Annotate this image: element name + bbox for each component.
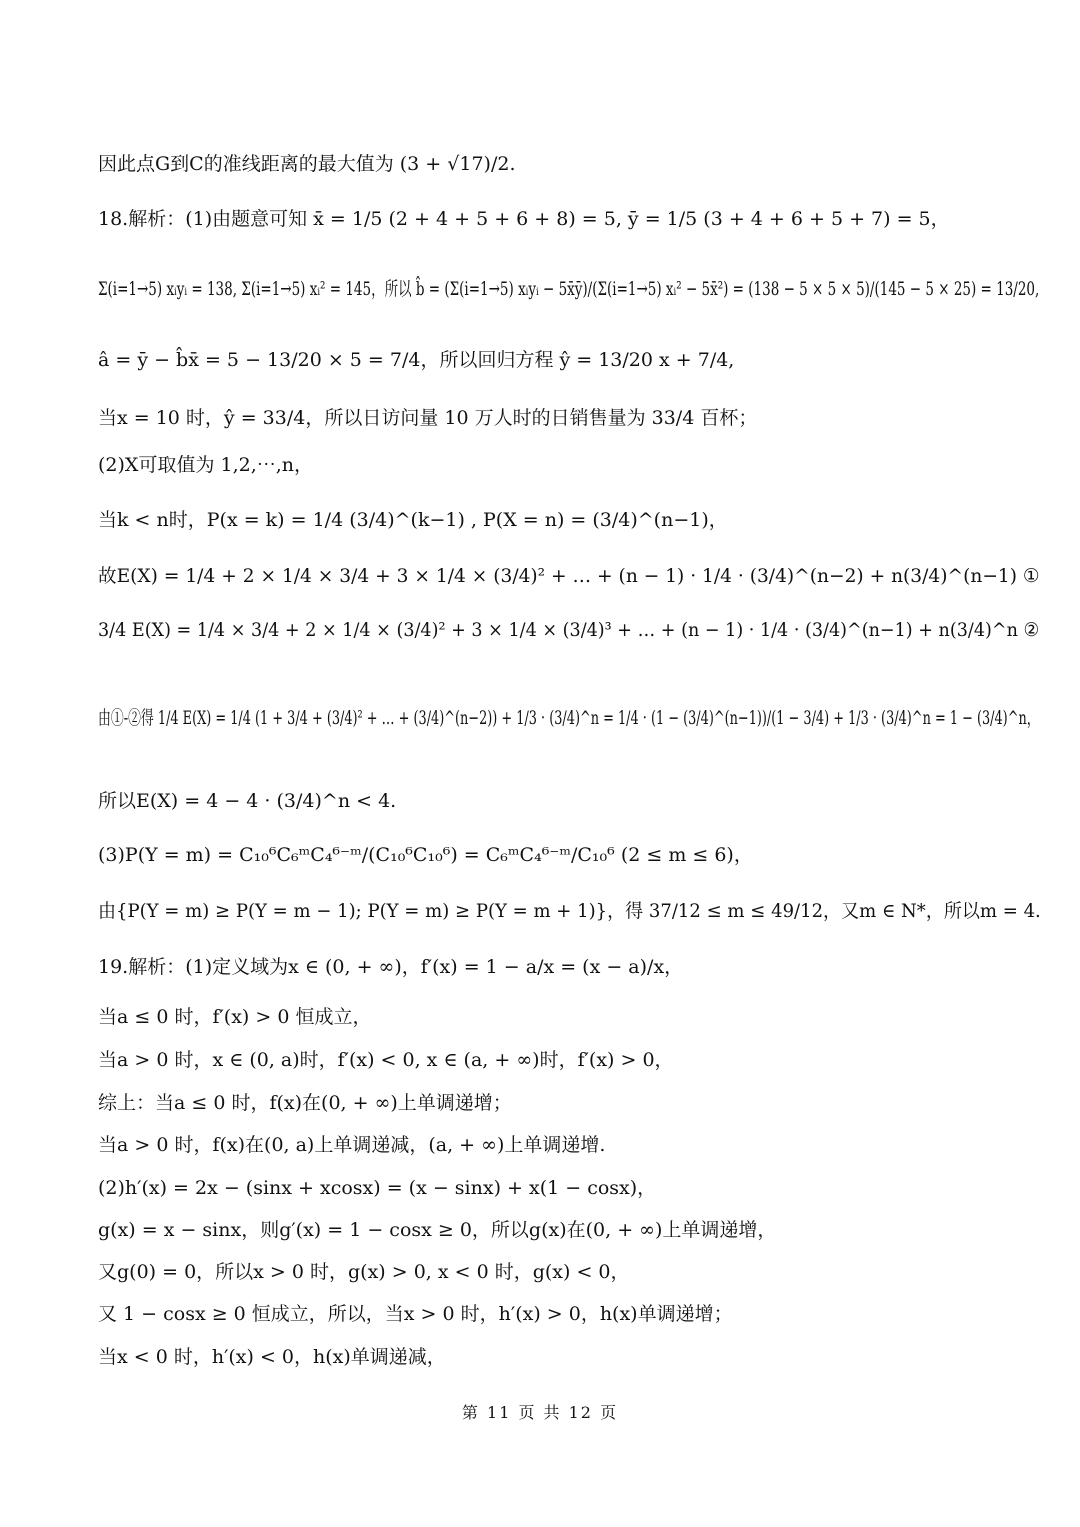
line-text: 当a > 0 时，x ∈ (0, a)时，f′(x) < 0, x ∈ (a, + ∞)时，f′(x) > 0，: [98, 1048, 674, 1071]
text-line: [98, 394, 757, 438]
text-line: [98, 1079, 512, 1123]
line-text: g(x) = x − sinx，则g′(x) = 1 − cosx ≥ 0，所以g(x)在(0, + ∞)上单调递增，: [98, 1218, 777, 1241]
line-text: 又g(0) = 0，所以x > 0 时，g(x) > 0, x < 0 时，g(x) < 0，: [98, 1260, 630, 1283]
text-line: [98, 1164, 656, 1208]
line-text: (2)X可取值为 1,2,⋯,n，: [98, 453, 314, 476]
text-line: [98, 777, 396, 821]
line-text: 当k < n时，P(x = k) = 1/4 (3/4)^(k−1) , P(X = n) = (3/4)^(n−1)，: [98, 508, 728, 531]
page-footer: 第 11 页 共 12 页: [461, 1403, 619, 1422]
line-text: 当x = 10 时，ŷ = 33/4，所以日访问量 10 万人时的日销售量为 33/4 百杯；: [98, 406, 758, 429]
line-text: 19.解析：(1)定义域为x ∈ (0, + ∞)，f′(x) = 1 − a/x = (x − a)/x，: [98, 955, 684, 978]
line-text: â = ȳ − b̂x̄ = 5 − 13/20 × 5 = 7/4，所以回归方程 ŷ = 13/20 x + 7/4,: [98, 348, 735, 371]
line-text: 由①-②得 1/4 E(X) = 1/4 (1 + 3/4 + (3/4)² + … + (3/4)^(n−2)) + 1/3 · (3/4)^n = 1/4 · (1 − (3/4)^(n−1))/(1 − 3/4) + 1/3 · (3/4)^n = 1 − (3/4)^n，: [98, 706, 1040, 729]
line-text: (2)h′(x) = 2x − (sinx + xcosx) = (x − sinx) + x(1 − cosx)，: [98, 1176, 657, 1199]
text-line: [98, 694, 1080, 738]
text-line: [98, 265, 1080, 309]
line-text: (3)P(Y = m) = C₁₀⁶C₆ᵐC₄⁶⁻ᵐ/(C₁₀⁶C₁₀⁶) = C₆ᵐC₄⁶⁻ᵐ/C₁₀⁶ (2 ≤ m ≤ 6)，: [98, 843, 753, 866]
line-text: 当a ≤ 0 时，f′(x) > 0 恒成立，: [98, 1005, 372, 1028]
line-text: 故E(X) = 1/4 + 2 × 1/4 × 3/4 + 3 × 1/4 × (3/4)² + … + (n − 1) · 1/4 · (3/4)^(n−2) + n(3/4)^(n−1) ①: [98, 564, 1040, 587]
line-text: 综上：当a ≤ 0 时，f(x)在(0, + ∞)上单调递增；: [98, 1091, 512, 1114]
line-text: 当x < 0 时，h′(x) < 0，h(x)单调递减，: [98, 1345, 446, 1368]
text-line: [98, 1290, 733, 1334]
text-line: [98, 336, 734, 380]
line-text: 因此点G到C的准线距离的最大值为 (3 + √17)/2.: [98, 152, 516, 175]
text-line: [98, 140, 515, 184]
text-line: [98, 608, 1080, 652]
text-line: [98, 1333, 446, 1377]
line-text: 18.解析：(1)由题意可知 x̄ = 1/5 (2 + 4 + 5 + 6 + 8) = 5, ȳ = 1/5 (3 + 4 + 6 + 5 + 7) = 5，: [98, 207, 950, 230]
text-line: [98, 441, 313, 485]
line-text: 由{P(Y = m) ≥ P(Y = m − 1); P(Y = m) ≥ P(Y = m + 1)}，得 37/12 ≤ m ≤ 49/12，又m ∈ N*，所以m = 4.: [98, 899, 1041, 922]
text-line: [98, 943, 683, 987]
text-line: [98, 195, 950, 239]
text-line: [98, 552, 1060, 596]
text-line: [98, 496, 728, 540]
text-line: [98, 993, 371, 1037]
text-line: [98, 831, 753, 875]
line-text: 当a > 0 时，f(x)在(0, a)上单调递减，(a, + ∞)上单调递增.: [98, 1133, 606, 1156]
text-line: [98, 887, 1080, 931]
text-line: [98, 1206, 776, 1250]
line-text: Σ(i=1→5) xᵢyᵢ = 138, Σ(i=1→5) xᵢ² = 145，所以 b̂ = (Σ(i=1→5) xᵢyᵢ − 5x̄ȳ)/(Σ(i=1→5) xᵢ² − 5x̄²) = (138 − 5 × 5 × 5)/(145 − 5 × 25) = 13/20,: [98, 277, 1040, 300]
line-text: 所以E(X) = 4 − 4 · (3/4)^n < 4.: [98, 789, 397, 812]
text-line: [98, 1121, 605, 1165]
line-text: 又 1 − cosx ≥ 0 恒成立，所以，当x > 0 时，h′(x) > 0，h(x)单调递增；: [98, 1302, 733, 1325]
text-line: [98, 1036, 674, 1080]
text-line: [98, 1248, 630, 1292]
line-text: 3/4 E(X) = 1/4 × 3/4 + 2 × 1/4 × (3/4)² + 3 × 1/4 × (3/4)³ + … + (n − 1) · 1/4 · (3/4)^(n−1) + n(3/4)^n ②: [98, 619, 1040, 641]
